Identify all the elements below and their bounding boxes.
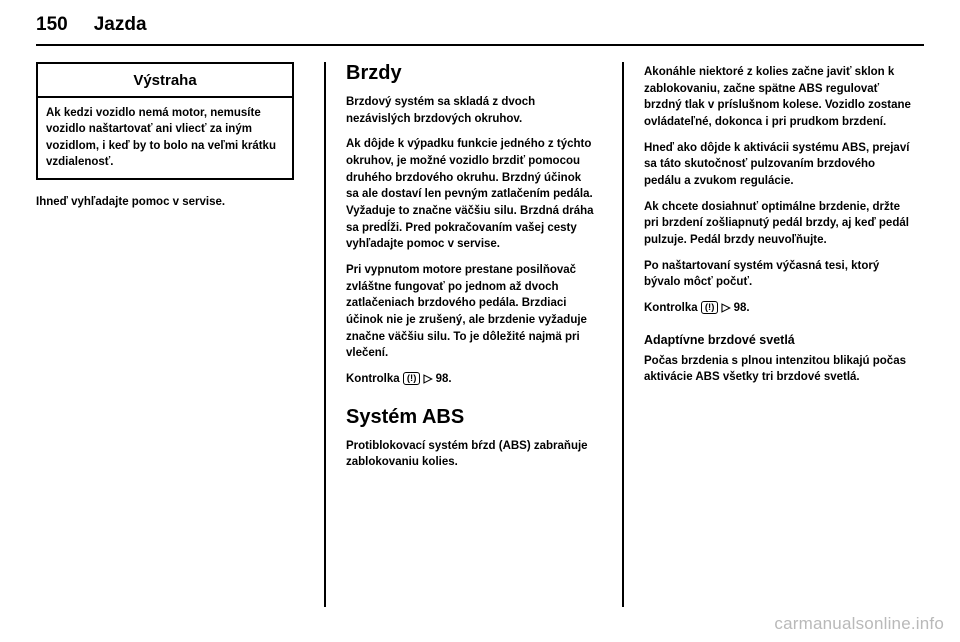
chevron-right-icon: ▷ bbox=[721, 302, 731, 315]
page-number: 150 bbox=[36, 14, 68, 35]
paragraph: Počas brzdenia s plnou intenzitou blikajú počas aktivácie ABS všetky tri brzdové svetlá. bbox=[644, 354, 906, 384]
paragraph: Ak chcete dosiahnuť optimálne brzdenie, držte pri brzdení zošliapnutý pedál brzdy, aj keď pedál pulzuje. Pedál brzdy neuvoľňujte. bbox=[644, 200, 909, 247]
section-heading-brakes: Brzdy bbox=[346, 62, 402, 84]
column-three bbox=[632, 62, 912, 607]
chevron-right-icon: ▷ bbox=[423, 373, 433, 386]
warning-lamp-icon: (!) bbox=[701, 301, 719, 314]
paragraph: Ak dôjde k výpadku funkcie jedného z týchto okruhov, je možné vozidlo brzdiť pomocou druhého brzdového okruhu. Brzdný účinok sa ale dostaví len pevným zatlačením pedála. Vyžaduje to značne väčšiu silu. Brzdná dráha sa predĺži. Pred pokračovaním vašej cesty vyhľadajte pomoc v servise. bbox=[346, 138, 594, 251]
section-heading-abs: Systém ABS bbox=[346, 405, 465, 428]
column-divider-1 bbox=[324, 62, 326, 607]
cross-reference-page: 98. bbox=[435, 373, 452, 386]
warning-followup-text: Ihneď vyhľadajte pomoc v servise. bbox=[36, 196, 226, 209]
subsection-heading-adaptive-brake-lights: Adaptívne brzdové svetlá bbox=[644, 332, 795, 347]
warning-title: Výstraha bbox=[38, 64, 292, 98]
cross-reference bbox=[346, 371, 596, 388]
column-divider-2 bbox=[622, 62, 624, 607]
paragraph: Po naštartovaní systém výčasná tesi, ktorý bývalo môcť počuť. bbox=[644, 259, 880, 289]
cross-reference-label: Kontrolka bbox=[644, 302, 698, 315]
warning-box bbox=[36, 62, 294, 180]
warning-body: Ak kedzi vozidlo nemá motor, nemusíte vozidlo naštartovať ani vliecť za iným vozidlom, i keď by to bolo na veľmi krátku vzdialenosť. bbox=[46, 107, 276, 168]
paragraph: Akonáhle niektoré z kolies začne javiť sklon k zablokovaniu, začne spätne ABS regulovať brzdný tlak v príslušnom kolese. Vozidlo zostane ovládateľné, dokonca i pri prudkom brzdení. bbox=[644, 66, 911, 129]
paragraph: Brzdový systém sa skladá z dvoch nezávislých brzdových okruhov. bbox=[346, 96, 536, 125]
paragraph: Pri vypnutom motore prestane posilňovač zvláštne fungovať po jednom až dvoch zatlačeniach brzdového pedála. Brzdiaci účinok nie je zrušený, ale brzdenie vyžaduje značne väčšiu silu. To je dôležité najmä pri vlečení. bbox=[346, 264, 587, 360]
header-divider bbox=[36, 44, 924, 46]
site-watermark: carmanualsonline.info bbox=[774, 614, 944, 633]
paragraph: Hneď ako dôjde k aktivácii systému ABS, prejaví sa táto skutočnosť pulzovaním brzdového pedálu a zvukom regulácie. bbox=[644, 141, 910, 188]
cross-reference-label: Kontrolka bbox=[346, 373, 400, 386]
page-header bbox=[36, 14, 924, 36]
warning-lamp-icon: (!) bbox=[403, 372, 421, 385]
paragraph: Protiblokovací systém bŕzd (ABS) zabraňuje zablokovaniu kolies. bbox=[346, 439, 588, 469]
column-one bbox=[36, 62, 316, 607]
column-two bbox=[334, 62, 614, 607]
cross-reference-page: 98. bbox=[733, 302, 750, 315]
content-columns bbox=[36, 62, 924, 607]
page-title: Jazda bbox=[93, 14, 147, 35]
cross-reference bbox=[644, 300, 912, 317]
